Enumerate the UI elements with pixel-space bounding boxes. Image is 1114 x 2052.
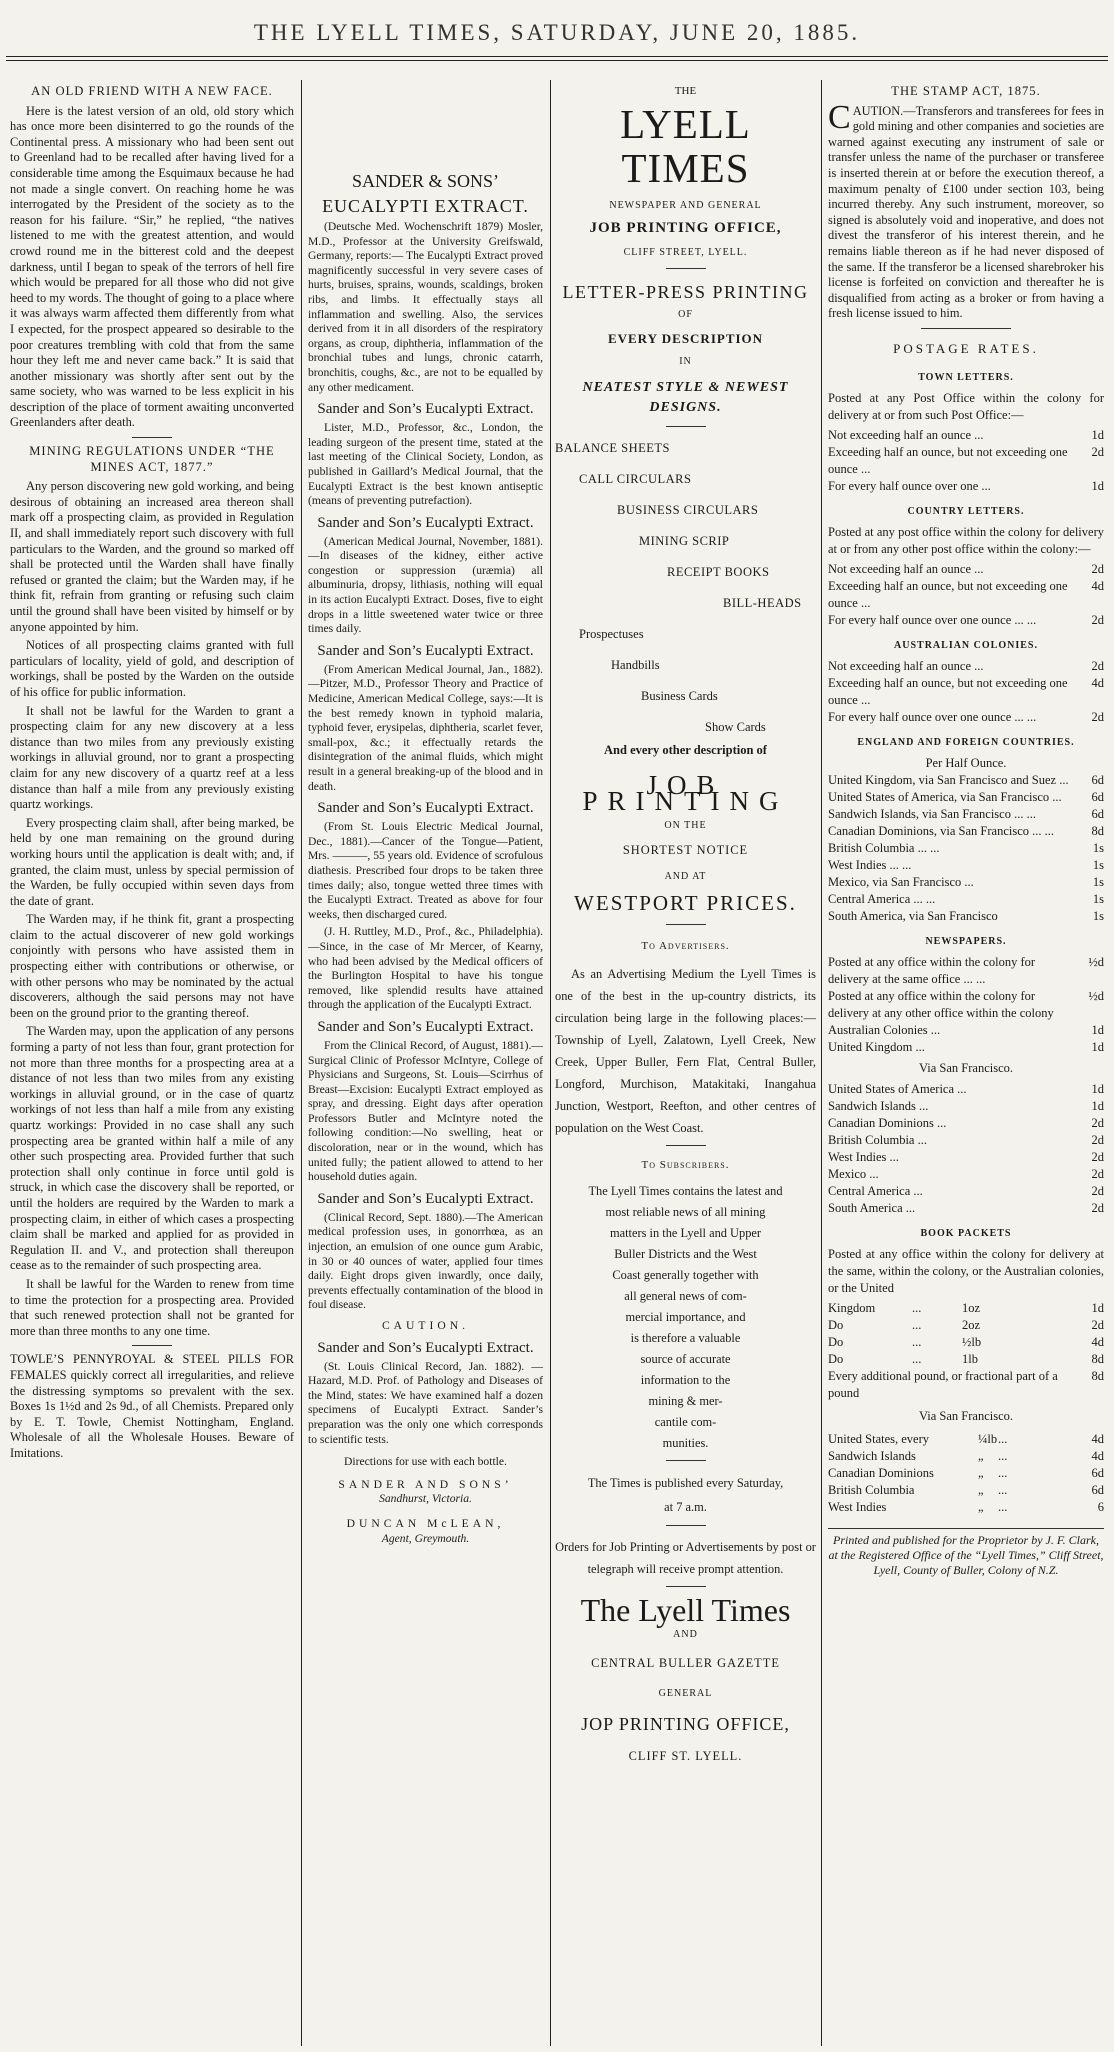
service-item: Business Cards (641, 688, 718, 703)
rate-row: Sandwich Islands „ ... 4d (828, 1448, 1104, 1463)
rate-list-england (828, 772, 1104, 925)
rate-row: West Indies ... 2d (828, 1149, 1104, 1164)
of-text: OF (678, 308, 693, 320)
rate-row: British Columbia ... 2d (828, 1132, 1104, 1147)
publication-notice: The Times is published every Saturday, at 7 a.m. (587, 1476, 784, 1515)
drop-cap: C (828, 98, 851, 136)
rate-row: United States of America ... 1d (828, 1081, 1104, 1096)
advertisement-text: TOWLE’S PENNYROYAL & STEEL PILLS FOR FEMALES quickly correct all irregularities, and relieve the distressing symptoms so prevalent with the sex. Boxes 1s 1½d and 2s 9d., of all Chemists. Prepared only by E. T. Towle, Chemist Nottingham, England. Wholesale of all the Wholesale Houses. Beware of Imitations. (10, 1352, 294, 1460)
ad-paragraph: (American Medical Journal, November, 1881).—In diseases of the kidney, either active congestion or suppression (uræmia) all albuminuria, dropsy, lithiasis, nothing will equal in its action Eucalypti Extract. Doses, five to eight drops in a little sweetened water twice or three times daily. (308, 534, 543, 636)
column-3 (551, 80, 820, 2040)
service-item: RECEIPT BOOKS (667, 564, 770, 579)
service-item: BILL-HEADS (723, 595, 802, 610)
column-2 (302, 80, 549, 2040)
subscribers-text: The Lyell Times contains the latest and most reliable news of all mining matters in the Lyell and Upper Buller Districts and the West Coast generally together with all general news of com- mercial importance, and is therefore a valuable source of accurate information to the mining & mer- cantile com- munities. (588, 1184, 783, 1451)
rate-row: Not exceeding half an ounce ... 2d (828, 658, 1104, 673)
rate-row: Posted at any office within the colony for delivery at the same office ... ... ½d (828, 954, 1104, 986)
ad-heading: Sander and Son’s Eucalypti Extract. (317, 642, 534, 659)
rate-row: United Kingdom ... 1d (828, 1039, 1104, 1054)
rate-list-country (828, 561, 1104, 629)
ad-paragraph: (From St. Louis Electric Medical Journal, Dec., 1881).—Cancer of the Tongue—Patient, Mrs. ———, 55 years old. Evidence of scrofulous diathesis. Prescribed four drops to be taken three times daily; also, tongue wetted three times with the Eucalypti Extract. Treated as above for four weeks, then discharged cured. (308, 820, 543, 921)
central-buller-gazette: CENTRAL BULLER GAZETTE (591, 1656, 780, 1671)
stamp-act-heading: THE STAMP ACT, 1875. (891, 84, 1041, 98)
section-intro: Posted at any post office within the colony for delivery at or from any other post office within the colony:— (828, 524, 1104, 556)
rate-row: For every half ounce over one ounce ... ... 2d (828, 612, 1104, 627)
separator (666, 268, 706, 269)
ad-title: EUCALYPTI EXTRACT. (322, 196, 529, 216)
rate-row: Mexico, via San Francisco ... 1s (828, 874, 1104, 889)
service-item: Handbills (611, 657, 660, 672)
column-1 (4, 80, 300, 2040)
rate-row: Exceeding half an ounce, but not exceeding one ounce ... 4d (828, 578, 1104, 610)
article-paragraph: It shall be lawful for the Warden to renew from time to time the protection for a prospecting area. Provided that such renewed protection shall not be granted for more than three months to any one time. (10, 1276, 294, 1338)
rate-row: Australian Colonies ... 1d (828, 1022, 1104, 1037)
article-heading: AN OLD FRIEND WITH A NEW FACE. (31, 84, 273, 98)
ad-heading: Sander and Son’s Eucalypti Extract. (317, 401, 534, 418)
separator (132, 437, 172, 438)
section-heading: TOWN LETTERS. (918, 371, 1014, 383)
ad-signature-location: Sandhurst, Victoria. (379, 1492, 472, 1506)
rate-row: Not exceeding half an ounce ... 2d (828, 561, 1104, 576)
masthead: THE LYELL TIMES, SATURDAY, JUNE 20, 1885. (253, 20, 861, 45)
cliff-street: CLIFF ST. LYELL. (628, 1749, 743, 1764)
section-heading: AUSTRALIAN COLONIES. (894, 639, 1038, 651)
rate-row: West Indies ... ... 1s (828, 857, 1104, 872)
section-intro: Posted at any Post Office within the colony for delivery at or from such Post Office:— (828, 390, 1104, 422)
service-item: Show Cards (705, 719, 766, 734)
postage-rates-heading: POSTAGE RATES. (893, 340, 1039, 356)
every-other: And every other description of (604, 742, 767, 757)
ad-paragraph: (From American Medical Journal, Jan., 1882).—Pitzer, M.D., Professor Theory and Practice of Medicine, American Medical College, says:—It is the best remedy known in typhoid malaria, typhoid fever, erysipelas, diphtheria, scarlet fever, small-pox, &c.; it effectually retards the disintegration of the animal fluids, which might result in a general breaking-up of the blood and in death. (308, 662, 543, 793)
subscribers-heading: To Subscribers. (641, 1158, 730, 1171)
advertisers-heading: To Advertisers. (641, 939, 730, 952)
rate-row: British Columbia „ ... 6d (828, 1482, 1104, 1497)
in-text: IN (679, 356, 692, 368)
article-paragraph: Every prospecting claim shall, after being marked, be held by one man remaining on the ground during working hours until the application is dealt with; and, if granted, the claim must, unless by special permission of the Warden, be fully occupied within seven days from the date of grant. (10, 815, 294, 908)
lyell-times-title: LYELL TIMES (620, 100, 751, 191)
article-paragraph: Any person discovering new gold working, and being desirous of obtaining an increased area thereon shall mark off a prospecting claim, as provided in Regulation II, and shall immediately report such discovery with full particulars to the Warden, and the ground so marked off shall be protected until the Warden shall have finally refused or granted the claim; but the Warden may, if he think fit, refrain from granting or refusing such claim until the ground shall have been visited by himself or by anyone appointed by him. (10, 479, 294, 634)
article-paragraph: The Warden may, if he think fit, grant a prospecting claim to the actual discoverer of new gold workings conjointly with persons who have assisted them in prospecting either with contributions or otherwise, or with other persons who may be nominated by the actual discoverers, although the said persons may not have been on the ground prior to the granting thereof. (10, 912, 294, 1020)
separator (921, 328, 1011, 329)
rate-list-newspapers (828, 954, 1104, 1056)
column-4 (822, 80, 1110, 2040)
ad-agent: DUNCAN McLEAN, (346, 1516, 505, 1530)
section-heading: NEWSPAPERS. (925, 935, 1007, 947)
section-heading: COUNTRY LETTERS. (907, 505, 1025, 517)
jop-printing-office: JOP PRINTING OFFICE, (581, 1714, 790, 1735)
rate-row: United Kingdom, via San Francisco and Suez ... 6d (828, 772, 1104, 787)
every-description: EVERY DESCRIPTION (607, 330, 764, 346)
service-item: BUSINESS CIRCULARS (617, 502, 759, 517)
ad-caution: CAUTION. (381, 1319, 470, 1332)
ad-paragraph: Lister, M.D., Professor, &c., London, the leading surgeon of the present time, stated at the last meeting of the Clinical Society, London, as published in Gaillard’s Medical Journal, that the Eucalypti Extract is the best known antiseptic (means of preventing putrefaction). (308, 421, 543, 508)
stamp-act-text: CAUTION.—Transferors and transferees for fees in gold mining and other companies and societies are warned against executing any instrument of sale or transfer unless the name of the purchaser or transferee is inserted therein at or before the execution thereof, a maximum penalty of £100 under section 103, being incurred thereby. Any such instrument, moreover, so signed is absolutely void and inoperative, and does not divest the transferor of his interest therein, and he remains liable thereon as if he had never disposed of the same. If the transferor be a licensed sharebroker his license is forfeited on conviction and thereafter he is disqualified from acting as a broker or from having a fresh license issued to him. (828, 98, 1104, 321)
rate-row: South America ... 2d (828, 1200, 1104, 1215)
and-at: AND AT (664, 870, 707, 882)
ad-the: THE (674, 85, 697, 97)
rate-row: United States of America, via San Francisco ... 6d (828, 789, 1104, 804)
rate-row: West Indies „ ... 6 (828, 1499, 1104, 1514)
ad-paragraph: From the Clinical Record, of August, 1881).—Surgical Clinic of Professor McIntyre, College of Physicians and Surgeons, St. Louis—Scirrhus of Breast—Excision: Eucalypti Extract employed as spray, and dressing. Eight days after operation Professors Butler and McIntyre noted the following condition:—No swelling, heat or discoloration, near or in the wound, which has united fully; the patient allowed to attend to her household duties again. (308, 1038, 543, 1184)
per-half-ounce: Per Half Ounce. (925, 755, 1007, 770)
via-san-francisco-2: Via San Francisco. (918, 1408, 1014, 1423)
separator (666, 1586, 706, 1587)
rate-row: Sandwich Islands, via San Francisco ... ... 6d (828, 806, 1104, 821)
article-paragraph: Notices of all prospecting claims granted with full particulars of locality, yield of gold, and description of workings, shall be posted by the Warden on the outside of his office for public information. (10, 638, 294, 699)
rate-row: Canadian Dominions „ ... 6d (828, 1465, 1104, 1480)
and-text: AND (673, 1628, 698, 1640)
rate-list-australian (828, 658, 1104, 726)
rate-row: Kingdom ... 1oz 1d (828, 1300, 1104, 1315)
rate-list-book-packets (828, 1300, 1104, 1368)
on-the: ON THE (664, 819, 707, 831)
ad-paragraph: (Deutsche Med. Wochenschrift 1879) Mosler, M.D., Professor at the University Greifswald, Germany, reports:— The Eucalypti Extract proved magnificently successful in very severe cases of hurts, bruises, sprains, wounds, scaldings, broken ribs, and limbs. It effectually stays all inflammation and swelling. Also, the services derived from it in all disorders of the respiratory organs, as croup, diphtheria, inflammation of the bronchial tubes and lungs, chronic catarrh, bronchitis, coughs, &c., are not to be equalled by any other medicament. (308, 220, 543, 394)
rate-row: Central America ... 2d (828, 1183, 1104, 1198)
ad-directions: Directions for use with each bottle. (344, 1455, 507, 1469)
rate-row: Mexico ... 2d (828, 1166, 1104, 1181)
ad-paragraph: (J. H. Ruttley, M.D., Prof., &c., Philadelphia).—Since, in the case of Mr Mercer, of Kearny, who had been advised by the Medical officers of the Burlington Hospital to have his tongue removed, like splendid results have attained through the application of the Eucalypti Extract. (308, 925, 543, 1012)
lyell-times-subtitle: NEWSPAPER AND GENERAL (609, 199, 762, 211)
article-paragraph: The Warden may, upon the application of any persons forming a party of not less than four, grant protection for not more than three months for a prospecting area at a distance of not less than two miles from any existing workings in alluvial ground, or in the case of quartz workings of not less than half a mile from any existing quartz workings: Provided in no case shall any such prospecting area be granted within half a mile of any other such prospecting area. Provided further that such protection shall only continue in force until gold is struck, in which case the discovery shall be reported, or until the holders are required by the Warden to mark a prospecting claim, in either of which cases a prospecting claim shall be marked and applied for as provided in Regulation II. and V., and protection shall thereupon cease as to the remainder of such prospecting area. (10, 1024, 294, 1273)
rate-row: Central America ... ... 1s (828, 891, 1104, 906)
rate-row: Not exceeding half an ounce ... 1d (828, 427, 1104, 442)
ad-heading: Sander and Son’s Eucalypti Extract. (317, 1190, 534, 1207)
rate-row: For every half ounce over one ounce ... ... 2d (828, 709, 1104, 724)
ad-heading: Sander and Son’s Eucalypti Extract. (317, 800, 534, 817)
lyell-times-title-2: The Lyell Times (580, 1592, 791, 1629)
shortest-notice: SHORTEST NOTICE (622, 843, 749, 858)
letterpress-printing: LETTER-PRESS PRINTING (562, 282, 809, 303)
rate-row: Exceeding half an ounce, but not exceeding one ounce ... 4d (828, 675, 1104, 707)
separator (666, 1525, 706, 1526)
orders-notice: Orders for Job Printing or Advertisements by post or telegraph will receive prompt attention. (555, 1540, 816, 1577)
ad-agent-location: Agent, Greymouth. (381, 1531, 470, 1545)
rate-list-san-francisco (828, 1081, 1104, 1217)
job-printing: JOB PRINTING (582, 770, 789, 816)
ad-title: SANDER & SONS’ (351, 171, 500, 191)
address: CLIFF STREET, LYELL. (623, 246, 748, 258)
ad-heading: Sander and Son’s Eucalypti Extract. (317, 1339, 534, 1356)
service-item: MINING SCRIP (639, 533, 730, 548)
via-san-francisco: Via San Francisco. (918, 1060, 1014, 1075)
rate-list-book-sf (828, 1431, 1104, 1516)
ad-paragraph: (Clinical Record, Sept. 1880).—The American medical profession uses, in gonorrhœa, as an injection, an emulsion of one ounce gum Arabic, in 30 or 40 ounces of water, applied four times daily. Eight drops given inwardly, once daily, prevents effectually contamination of the blood in foul disease. (308, 1210, 543, 1312)
rate-row: Do ... 1lb 8d (828, 1351, 1104, 1366)
rate-list-town (828, 427, 1104, 495)
separator (666, 1145, 706, 1146)
rate-row: Every additional pound, or fractional part of a pound 8d (828, 1368, 1104, 1400)
rate-row: United States, every ¼lb ... 4d (828, 1431, 1104, 1446)
separator (132, 1345, 172, 1346)
ad-paragraph: (St. Louis Clinical Record, Jan. 1882). —Hazard, M.D. Prof. of Pathology and Diseases of the Mind, states: We have examined half a dozen specimens of Eucalypti Extract. Sander’s preparation was the only one which corresponds to scientific tests. (308, 1359, 543, 1446)
westport-prices: WESTPORT PRICES. (574, 891, 797, 916)
rate-row: British Columbia ... ... 1s (828, 840, 1104, 855)
separator (666, 924, 706, 925)
imprint-footer: Printed and published for the Proprietor by J. F. Clark, at the Registered Office of the “Lyell Times,” Cliff Street, Lyell, County of Buller, Colony of N.Z. (828, 1528, 1104, 1578)
separator (666, 1460, 706, 1461)
rate-row: Sandwich Islands ... 1d (828, 1098, 1104, 1113)
service-item: CALL CIRCULARS (579, 471, 692, 486)
postage-table (828, 369, 1104, 1516)
article-paragraph: Here is the latest version of an old, old story which has once more been disinterred to go the rounds of the Continental press. A missionary who had been sent out to Greenland had to be recalled after having lived for a considerable time among the Esquimaux because he had not made a single convert. On reaching home he was interrogated by the President of the society as to the reason for his failure. “Sir,” he replied, “the natives listened to me with the greatest attention, and would crowd round me in the bitterest cold and the deepest darkness, until I began to speak of the terrors of hell fire which would be prepared for all those who did not give heed to my words. The thought of going to a place where it was always warm affected them differently from what I expected, for the prospect appeared so desirable to the poor creatures trembling with cold that from the same hour they left me and never came back.” It is said that another missionary was shortly after sent out by the same society, who was warned to be less explicit in his description of the place of torment awaiting unconverted Greenlanders after death. (10, 103, 294, 430)
article-paragraph: It shall not be lawful for the Warden to grant a prospecting claim for any new discovery at a less distance than two miles from any previously existing workings in alluvial ground, nor to grant a prospecting claim for any new discovery of a quartz reef at a less distance than half a mile from any previously existing quartz workings. (10, 703, 294, 812)
masthead-rule-2 (6, 60, 1108, 61)
service-item: BALANCE SHEETS (555, 440, 670, 455)
job-printing-office: JOB PRINTING OFFICE, (589, 220, 782, 237)
rate-row: Posted at any office within the colony for delivery at any other office within the colony ½d (828, 988, 1104, 1020)
rate-row: Do ... 2oz 2d (828, 1317, 1104, 1332)
ad-signature: SANDER AND SONS’ (338, 1477, 513, 1491)
rate-row: Do ... ½lb 4d (828, 1334, 1104, 1349)
general-text: GENERAL (658, 1687, 713, 1699)
advertisers-text: As an Advertising Medium the Lyell Times is one of the best in the up-country districts, its circulation being large in the following places:—Township of Lyell, Zalatown, Lyell Creek, New Creek, Upper Buller, Fern Flat, Central Buller, Longford, Murchison, Matakitaki, Inangahua Junction, Westport, Reefton, and other centres of population on the West Coast. (555, 966, 816, 1135)
rate-row: Canadian Dominions ... 2d (828, 1115, 1104, 1130)
rate-row: Exceeding half an ounce, but not exceeding one ounce ... 2d (828, 444, 1104, 476)
ad-heading: Sander and Son’s Eucalypti Extract. (317, 1018, 534, 1035)
neatest-style: NEATEST STYLE & NEWEST DESIGNS. (582, 379, 789, 415)
rate-row: South America, via San Francisco 1s (828, 908, 1104, 923)
separator (666, 426, 706, 427)
article-heading: MINING REGULATIONS UNDER “THE MINES ACT, 1877.” (29, 444, 275, 474)
service-item: Prospectuses (579, 626, 644, 641)
masthead-rule (6, 56, 1108, 57)
ad-heading: Sander and Son’s Eucalypti Extract. (317, 514, 534, 531)
rate-row: For every half ounce over one ... 1d (828, 478, 1104, 493)
section-heading: ENGLAND AND FOREIGN COUNTRIES. (857, 736, 1075, 748)
section-intro: Posted at any office within the colony for delivery at the same, within the colony, or the Australian colonies, or the United (828, 1246, 1104, 1295)
rate-row: Canadian Dominions, via San Francisco ... ... 8d (828, 823, 1104, 838)
section-heading: BOOK PACKETS (920, 1227, 1012, 1239)
